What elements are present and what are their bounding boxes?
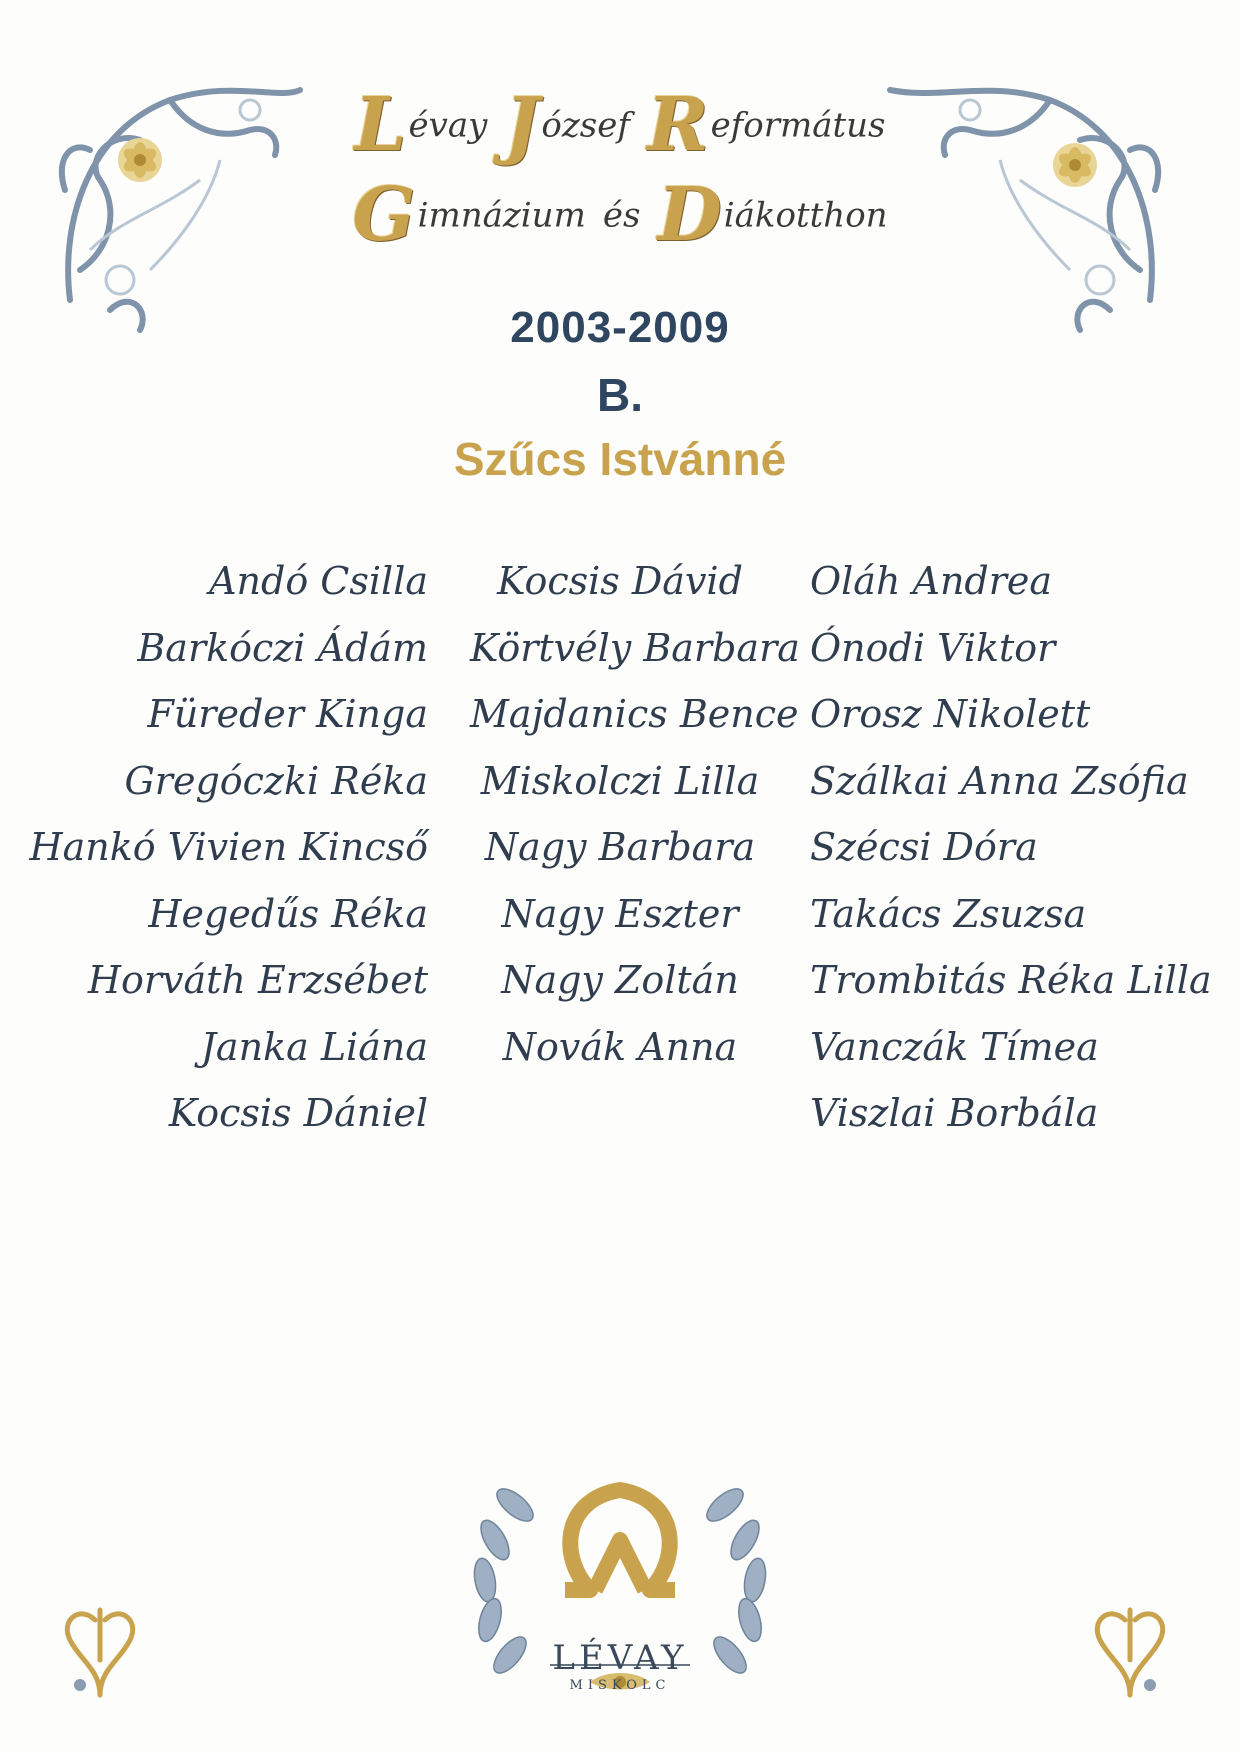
student-list-right [810, 548, 1212, 1147]
student-name: Kocsis Dávid [497, 559, 743, 603]
student-list-left [29, 548, 428, 1147]
student-name: Oláh Andrea [810, 559, 1053, 603]
student-name: Trombitás Réka Lilla [810, 958, 1212, 1002]
student-name: Novák Anna [502, 1024, 738, 1069]
title-word: Református [647, 82, 886, 168]
student-name: Janka Liána [200, 1024, 428, 1069]
logo-name: LÉVAY [552, 1638, 688, 1678]
student-name: Nagy Eszter [501, 891, 739, 936]
student-name: Viszlai Borbála [810, 1091, 1099, 1135]
school-title-line-2 [330, 172, 910, 258]
student-name: Barkóczi Ádám [137, 625, 428, 670]
student-name: Takács Zsuzsa [810, 891, 1087, 936]
student-name: Hankó Vivien Kincső [29, 825, 428, 869]
class-name: B. [597, 369, 643, 421]
student-name: Körtvély Barbara [470, 625, 800, 670]
student-name: Kocsis Dániel [168, 1091, 428, 1135]
student-name: Miskolczi Lilla [480, 758, 760, 803]
corner-ornament-top-right-icon [870, 70, 1170, 340]
student-name: Nagy Zoltán [501, 958, 739, 1002]
student-list-middle [470, 548, 800, 1080]
class-teacher: Szűcs Istvánné [453, 433, 787, 485]
student-name: Szálkai Anna Zsófia [810, 758, 1189, 803]
title-word: Gimnázium [352, 172, 586, 258]
corner-flourish-bottom-left-icon [60, 1600, 140, 1700]
title-word: József [504, 82, 630, 168]
student-name: Andó Csilla [209, 559, 428, 603]
student-name: Füreder Kinga [147, 692, 428, 736]
school-title-line-1 [330, 82, 910, 168]
student-name: Hegedűs Réka [148, 891, 428, 936]
student-name: Majdanics Bence [470, 692, 799, 736]
student-name: Nagy Barbara [484, 825, 756, 869]
title-word: Lévay [354, 82, 488, 168]
student-name: Szécsi Dóra [810, 825, 1038, 869]
title-word: Diákotthon [657, 172, 888, 258]
logo-city: MISKOLC [569, 1678, 671, 1693]
student-name: Orosz Nikolett [810, 692, 1091, 736]
student-name: Vanczák Tímea [810, 1024, 1099, 1069]
class-years: 2003-2009 [510, 303, 730, 352]
title-word: és [602, 195, 641, 235]
student-name: Ónodi Viktor [810, 625, 1056, 670]
corner-flourish-bottom-right-icon [1090, 1600, 1170, 1700]
corner-ornament-top-left-icon [50, 70, 310, 340]
student-name: Horváth Erzsébet [87, 958, 428, 1002]
student-name: Gregóczki Réka [124, 758, 428, 803]
